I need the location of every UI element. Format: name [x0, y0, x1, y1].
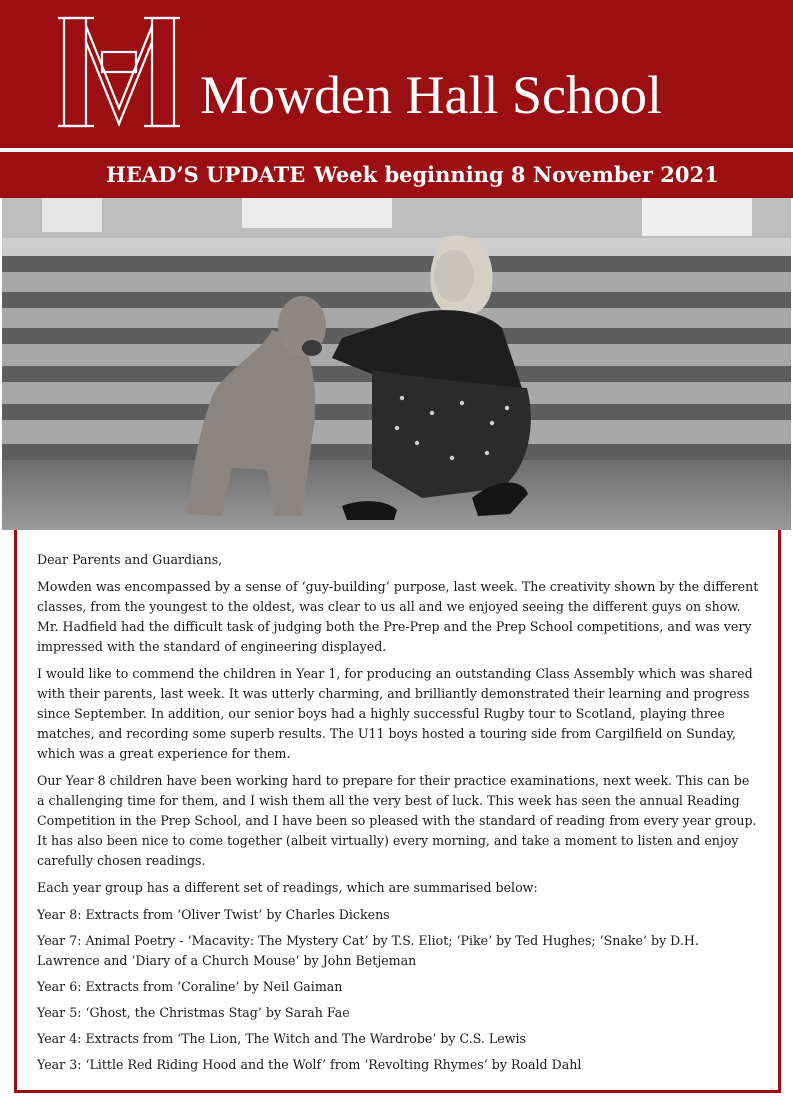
update-week: Week beginning 8 November 2021 — [314, 162, 719, 187]
letter-body — [37, 550, 759, 1081]
readings-list — [37, 905, 759, 1075]
salutation: Dear Parents and Guardians, — [37, 552, 223, 567]
letter-paragraph: I would like to commend the children in Year 1, for producing an outstanding Class Assembly which was shared with their parents, last week. It was utterly charming, and brilliantly demonstrated their learning and progress since September. In addition, our senior boys had a highly successful Rugby tour to Scotland, playing three matches, and recording some superb results. The U11 boys hosted a touring side from Cargilfield on Sunday, which was a great experience for them. — [37, 666, 753, 761]
head-with-dog-photo — [2, 198, 791, 530]
letter-paragraph: Our Year 8 children have been working hard to prepare for their practice examinations, next week. This can be a challenging time for them, and I wish them all the very best of luck. This week has seen the annual Reading Competition in the Prep School, and I have been so pleased with the standard of reading from every year group. It has also been nice to come together (albeit virtually) every morning, and take a moment to listen and enjoy carefully chosen readings. — [37, 773, 757, 868]
reading-item-year4: Year 4: Extracts from ‘The Lion, The Witch and The Wardrobe’ by C.S. Lewis — [37, 1031, 526, 1046]
reading-item-year8: Year 8: Extracts from ‘Oliver Twist’ by Charles Dickens — [37, 907, 390, 922]
letter-paragraph: Mowden was encompassed by a sense of ‘guy-building’ purpose, last week. The creativity shown by the different classes, from the youngest to the oldest, was clear to us all and we enjoyed seeing the different guys on show. Mr. Hadfield had the difficult task of judging both the Pre-Prep and the Prep School competitions, and was very impressed with the standard of engineering displayed. — [37, 579, 759, 654]
reading-item-year6: Year 6: Extracts from ‘Coraline’ by Neil Gaiman — [37, 979, 343, 994]
reading-item-year3: Year 3: ‘Little Red Riding Hood and the Wolf’ from ‘Revolting Rhymes’ by Roald Dahl — [37, 1057, 582, 1072]
letter-frame — [14, 530, 781, 1093]
update-banner — [0, 152, 793, 198]
reading-item-year7: Year 7: Animal Poetry - ‘Macavity: The Mystery Cat’ by T.S. Eliot; ‘Pike’ by Ted Hughes; ‘Snake’ by D.H. Lawrence and ‘Diary of a Church Mouse’ by John Betjeman — [37, 933, 699, 968]
masthead — [0, 0, 793, 148]
letter-paragraph: Each year group has a different set of readings, which are summarised below: — [37, 880, 538, 895]
update-heading: HEAD’S UPDATE — [106, 162, 306, 187]
school-monogram-logo — [56, 12, 186, 132]
school-name: Mowden Hall School — [200, 65, 662, 125]
reading-item-year5: Year 5: ‘Ghost, the Christmas Stag’ by Sarah Fae — [37, 1005, 350, 1020]
